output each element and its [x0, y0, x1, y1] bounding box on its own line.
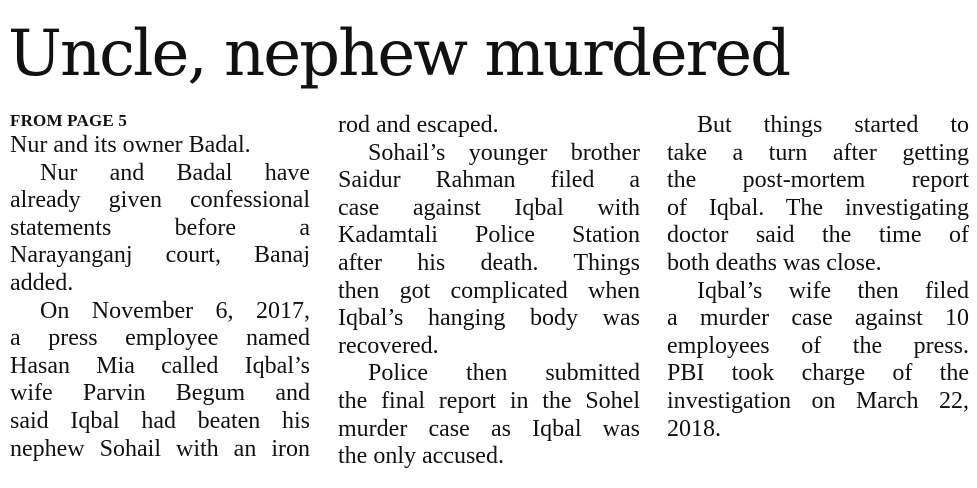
text-line: investigation on March 22,: [667, 387, 969, 414]
text-line: a murder case against 10: [667, 305, 969, 332]
text-line: already given confessional: [10, 187, 310, 214]
text-line: employees of the press.: [667, 332, 969, 359]
text-line: PBI took charge of the: [667, 360, 969, 387]
text-line: after his death. Things: [338, 249, 640, 276]
text-line: said Iqbal had beaten his: [10, 407, 310, 434]
text-line: On November 6, 2017,: [40, 297, 310, 324]
paragraph: [338, 112, 640, 140]
headline: Uncle, nephew murdered: [8, 17, 790, 91]
text-line: murder case as Iqbal was: [338, 415, 640, 442]
text-line: But things started to: [697, 112, 969, 138]
text-line: Sohail’s younger brother: [368, 139, 640, 166]
text-line: Police then submitted: [368, 360, 640, 387]
paragraph: [667, 278, 969, 444]
article-column-1: [10, 112, 310, 463]
text-line: Saidur Rahman filed a: [338, 167, 640, 194]
text-line: Nur and its owner Badal.: [10, 132, 251, 158]
paragraph: [338, 360, 640, 470]
text-line: a press employee named: [10, 325, 310, 352]
text-line: Nur and Badal have: [40, 159, 310, 186]
article-column-3: [667, 112, 969, 443]
text-line: Iqbal’s hanging body was: [338, 305, 640, 332]
text-line: Iqbal’s wife then filed: [697, 277, 969, 304]
text-line: wife Parvin Begum and: [10, 380, 310, 407]
column-body: [10, 132, 310, 463]
text-line: nephew Sohail with an iron: [10, 435, 310, 462]
paragraph: [10, 160, 310, 298]
text-line: the only accused.: [338, 443, 504, 470]
text-line: rod and escaped.: [338, 112, 499, 138]
text-line: Hasan Mia called Iqbal’s: [10, 352, 310, 379]
article-column-2: [338, 112, 640, 471]
text-line: the post-mortem report: [667, 167, 969, 194]
page-reference-kicker: FROM PAGE 5: [10, 111, 128, 130]
paragraph: [338, 140, 640, 361]
text-line: doctor said the time of: [667, 222, 969, 249]
text-line: take a turn after getting: [667, 139, 969, 166]
text-line: of Iqbal. The investigating: [667, 194, 969, 221]
text-line: the final report in the Sohel: [338, 387, 640, 414]
text-line: Kadamtali Police Station: [338, 222, 640, 249]
paragraph: [10, 298, 310, 464]
paragraph: [10, 132, 310, 160]
text-line: recovered.: [338, 332, 439, 359]
text-line: both deaths was close.: [667, 249, 882, 276]
text-line: case against Iqbal with: [338, 194, 640, 221]
text-line: statements before a: [10, 214, 310, 241]
text-line: then got complicated when: [338, 277, 640, 304]
text-line: 2018.: [667, 415, 721, 442]
text-line: Narayanganj court, Banaj: [10, 242, 310, 269]
text-line: added.: [10, 269, 74, 296]
paragraph: [667, 112, 969, 278]
